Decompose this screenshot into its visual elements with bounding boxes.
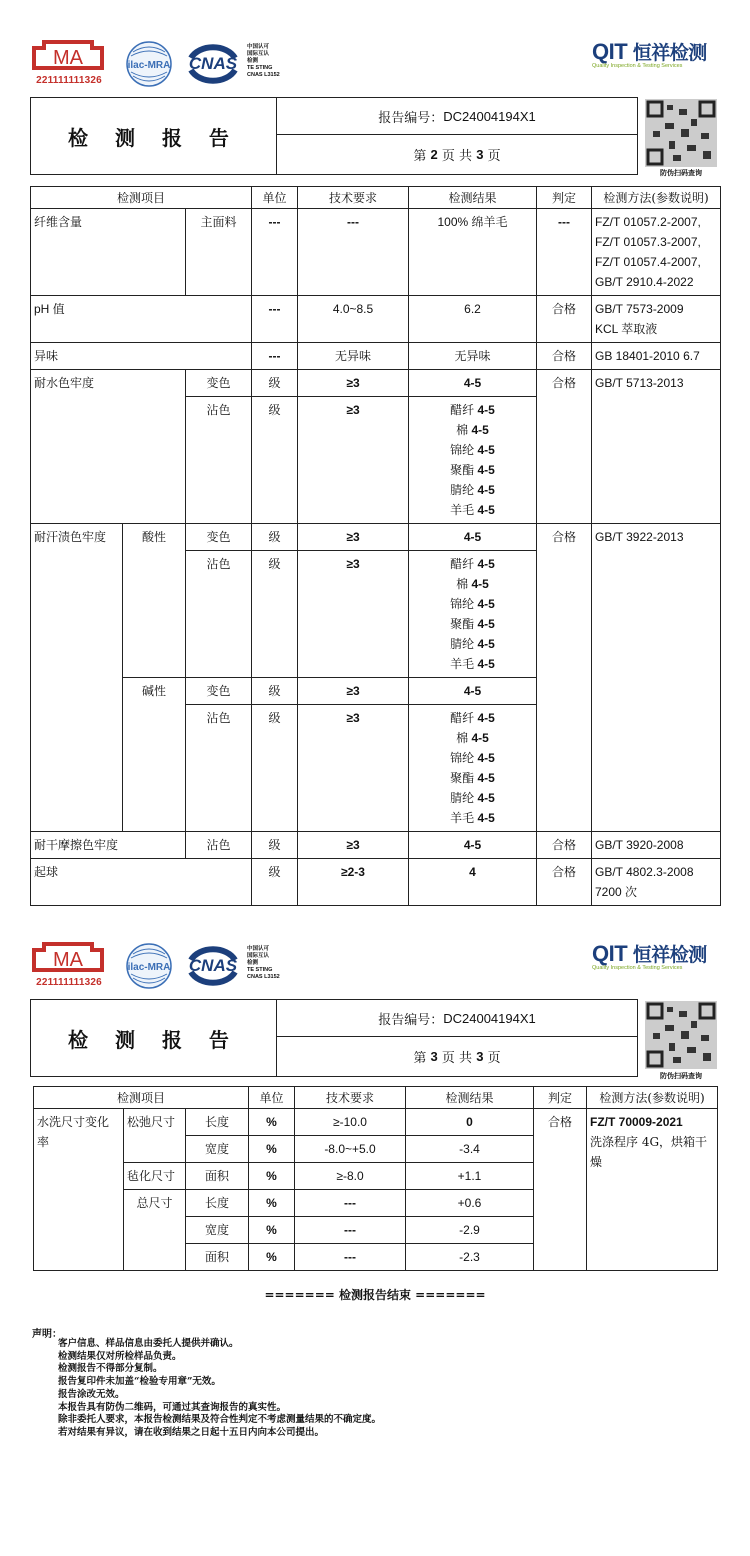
unit: % — [249, 1217, 295, 1244]
qr-caption: 防伪扫码查询 — [660, 1073, 702, 1080]
svg-text:ilac-MRA: ilac-MRA — [127, 962, 171, 973]
method: GB 18401-2010 6.7 — [592, 343, 721, 370]
svg-text:CNAS: CNAS — [188, 54, 238, 73]
svg-text:MA: MA — [53, 47, 83, 69]
requirement: --- — [295, 1217, 406, 1244]
unit: 级 — [252, 705, 298, 832]
cnas-logo-icon — [183, 42, 243, 84]
item-name: 异味 — [31, 343, 252, 370]
table-header-row — [34, 1087, 718, 1109]
report-title: 检 测 报 告 — [31, 1000, 277, 1076]
method: FZ/T 70009-2021 洗涤程序 4G，烘箱干燥 — [587, 1109, 718, 1271]
report-number: 报告编号： DC24004194X1 — [277, 1000, 637, 1037]
declaration-line: 除非委托人要求，本报告检测结果及符合性判定不考虑测量结果的不确定度。 — [58, 1414, 382, 1426]
result: 100% 绵羊毛 — [409, 209, 537, 296]
item-name: 耐汗渍色牢度 — [31, 524, 123, 832]
report-header — [30, 97, 638, 175]
requirement: ≥3 — [298, 705, 409, 832]
requirement: ≥3 — [298, 370, 409, 397]
unit: --- — [252, 209, 298, 296]
dimension: 面积 — [186, 1163, 249, 1190]
col-header-requirement: 技术要求 — [295, 1087, 406, 1109]
unit: --- — [252, 343, 298, 370]
table-row — [31, 296, 721, 343]
stain-results: 醋纤 4-5 棉 4-5 锦纶 4-5 聚酯 4-5 腈纶 4-5 羊毛 4-5 — [409, 551, 537, 678]
group-label: 毡化尺寸 — [124, 1163, 186, 1190]
unit: 级 — [252, 397, 298, 524]
table-row — [31, 832, 721, 859]
requirement: ≥-10.0 — [295, 1109, 406, 1136]
table-row — [31, 209, 721, 296]
requirement: ≥3 — [298, 551, 409, 678]
judgement: 合格 — [534, 1109, 587, 1271]
unit: 级 — [252, 370, 298, 397]
unit: % — [249, 1163, 295, 1190]
col-header-judgement: 判定 — [537, 187, 592, 209]
condition-acid: 酸性 — [123, 524, 186, 678]
group-label: 松弛尺寸 — [124, 1109, 186, 1163]
result: 4-5 — [409, 832, 537, 859]
declaration-line: 若对结果有异议，请在收到结果之日起十五日内向本公司提出。 — [58, 1426, 325, 1438]
item-name: 起球 — [31, 859, 252, 906]
item-name: 耐水色牢度 — [31, 370, 186, 524]
method: FZ/T 01057.2-2007, FZ/T 01057.3-2007, FZ/T 01057.4-2007, GB/T 2910.4-2022 — [592, 209, 721, 296]
unit: --- — [252, 296, 298, 343]
declaration-title: 声明： — [32, 1329, 62, 1340]
unit: 级 — [252, 832, 298, 859]
cnas-accreditation-text: 中国认可 国际互认 检测 TE STING CNAS L3152 — [247, 44, 280, 78]
item-name: pH 值 — [31, 296, 252, 343]
cma-emblem-icon — [30, 940, 106, 974]
svg-text:CNAS: CNAS — [188, 956, 238, 975]
sub-item: 沾色 — [186, 832, 252, 859]
svg-text:MA: MA — [53, 949, 83, 971]
requirement: ≥2-3 — [298, 859, 409, 906]
sub-item: 沾色 — [186, 705, 252, 832]
condition-alkali: 碱性 — [123, 678, 186, 832]
qit-logo: QIT 恒祥检测 Quality Inspection & Testing Services — [592, 39, 707, 69]
test-results-table-page-2 — [30, 186, 721, 906]
item-name: 耐干摩擦色牢度 — [31, 832, 186, 859]
unit: % — [249, 1136, 295, 1163]
cma-number: 221111111326 — [36, 977, 102, 988]
method: GB/T 3920-2008 — [592, 832, 721, 859]
ilac-mra-logo-icon — [125, 942, 173, 990]
qr-code-icon[interactable] — [645, 1001, 717, 1069]
judgement: 合格 — [537, 343, 592, 370]
report-number: 报告编号： DC24004194X1 — [277, 98, 637, 135]
result: 4 — [409, 859, 537, 906]
method: GB/T 4802.3-2008 7200 次 — [592, 859, 721, 906]
unit: 级 — [252, 678, 298, 705]
report-end-marker: ======= 检测报告结束 ======= — [264, 1288, 486, 1302]
result: -3.4 — [406, 1136, 534, 1163]
requirement: ≥3 — [298, 832, 409, 859]
table-row — [31, 859, 721, 906]
unit: 级 — [252, 524, 298, 551]
judgement: 合格 — [537, 832, 592, 859]
method: GB/T 5713-2013 — [592, 370, 721, 524]
dimension: 宽度 — [186, 1217, 249, 1244]
declaration-line: 客户信息、样品信息由委托人提供并确认。 — [58, 1338, 239, 1349]
sub-item: 变色 — [186, 524, 252, 551]
requirement: --- — [298, 209, 409, 296]
declaration-line: 报告涂改无效。 — [58, 1388, 125, 1400]
declaration-list — [58, 1338, 381, 1440]
result: 4-5 — [409, 678, 537, 705]
requirement: ≥3 — [298, 397, 409, 524]
requirement: ≥-8.0 — [295, 1163, 406, 1190]
qr-caption: 防伪扫码查询 — [660, 170, 702, 177]
result: -2.3 — [406, 1244, 534, 1271]
requirement: ≥3 — [298, 678, 409, 705]
result: 0 — [406, 1109, 534, 1136]
requirement: 无异味 — [298, 343, 409, 370]
col-header-result: 检测结果 — [409, 187, 537, 209]
result: 4-5 — [409, 524, 537, 551]
cma-number: 221111111326 — [36, 75, 102, 86]
unit: % — [249, 1109, 295, 1136]
declaration-line: 本报告具有防伪二维码，可通过其查询报告的真实性。 — [58, 1401, 287, 1413]
test-results-table-page-3 — [33, 1086, 718, 1271]
requirement: 4.0~8.5 — [298, 296, 409, 343]
qr-code-icon[interactable] — [645, 99, 717, 167]
judgement: 合格 — [537, 859, 592, 906]
dimension: 面积 — [186, 1244, 249, 1271]
table-header-row — [31, 187, 721, 209]
declaration-line: 报告复印件未加盖“检验专用章”无效。 — [58, 1376, 221, 1388]
judgement: 合格 — [537, 370, 592, 524]
unit: 级 — [252, 859, 298, 906]
result: 4-5 — [409, 370, 537, 397]
col-header-result: 检测结果 — [406, 1087, 534, 1109]
result: +1.1 — [406, 1163, 534, 1190]
judgement: 合格 — [537, 524, 592, 832]
col-header-method: 检测方法(参数说明) — [587, 1087, 718, 1109]
result: +0.6 — [406, 1190, 534, 1217]
report-header — [30, 999, 638, 1077]
dimension: 宽度 — [186, 1136, 249, 1163]
cma-logo — [30, 940, 108, 996]
judgement: --- — [537, 209, 592, 296]
method: GB/T 7573-2009 KCL 萃取液 — [592, 296, 721, 343]
item-name: 水洗尺寸变化率 — [34, 1109, 124, 1271]
requirement: --- — [295, 1190, 406, 1217]
unit: % — [249, 1190, 295, 1217]
ilac-mra-logo-icon — [125, 40, 173, 88]
table-row — [31, 524, 721, 551]
dimension: 长度 — [186, 1190, 249, 1217]
group-label: 总尺寸 — [124, 1190, 186, 1271]
dimension: 长度 — [186, 1109, 249, 1136]
stain-results: 醋纤 4-5 棉 4-5 锦纶 4-5 聚酯 4-5 腈纶 4-5 羊毛 4-5 — [409, 705, 537, 832]
page-indicator: 第 3 页 共 3 页 — [413, 1048, 501, 1066]
col-header-method: 检测方法(参数说明) — [592, 187, 721, 209]
sub-item: 沾色 — [186, 397, 252, 524]
declaration-line: 检测结果仅对所检样品负责。 — [58, 1350, 182, 1362]
cma-emblem-icon — [30, 38, 106, 72]
sub-item: 变色 — [186, 370, 252, 397]
sub-item: 主面料 — [186, 209, 252, 296]
col-header-unit: 单位 — [249, 1087, 295, 1109]
col-header-requirement: 技术要求 — [298, 187, 409, 209]
requirement: --- — [295, 1244, 406, 1271]
col-header-judgement: 判定 — [534, 1087, 587, 1109]
table-row — [31, 370, 721, 397]
cnas-accreditation-text: 中国认可 国际互认 检测 TE STING CNAS L3152 — [247, 946, 280, 980]
requirement: ≥3 — [298, 524, 409, 551]
unit: 级 — [252, 551, 298, 678]
result: -2.9 — [406, 1217, 534, 1244]
col-header-item: 检测项目 — [31, 187, 252, 209]
judgement: 合格 — [537, 296, 592, 343]
result: 6.2 — [409, 296, 537, 343]
table-row — [31, 343, 721, 370]
sub-item: 变色 — [186, 678, 252, 705]
sub-item: 沾色 — [186, 551, 252, 678]
table-row — [34, 1109, 718, 1136]
svg-text:ilac-MRA: ilac-MRA — [127, 60, 171, 71]
method: GB/T 3922-2013 — [592, 524, 721, 832]
result: 无异味 — [409, 343, 537, 370]
col-header-unit: 单位 — [252, 187, 298, 209]
cma-logo — [30, 38, 108, 94]
qit-logo: QIT 恒祥检测 Quality Inspection & Testing Services — [592, 941, 707, 971]
unit: % — [249, 1244, 295, 1271]
item-name: 纤维含量 — [31, 209, 186, 296]
col-header-item: 检测项目 — [34, 1087, 249, 1109]
page-indicator: 第 2 页 共 3 页 — [413, 146, 501, 164]
report-title: 检 测 报 告 — [31, 98, 277, 174]
stain-results: 醋纤 4-5 棉 4-5 锦纶 4-5 聚酯 4-5 腈纶 4-5 羊毛 4-5 — [409, 397, 537, 524]
requirement: -8.0~+5.0 — [295, 1136, 406, 1163]
declaration-line: 检测报告不得部分复制。 — [58, 1363, 163, 1375]
cnas-logo-icon — [183, 944, 243, 986]
